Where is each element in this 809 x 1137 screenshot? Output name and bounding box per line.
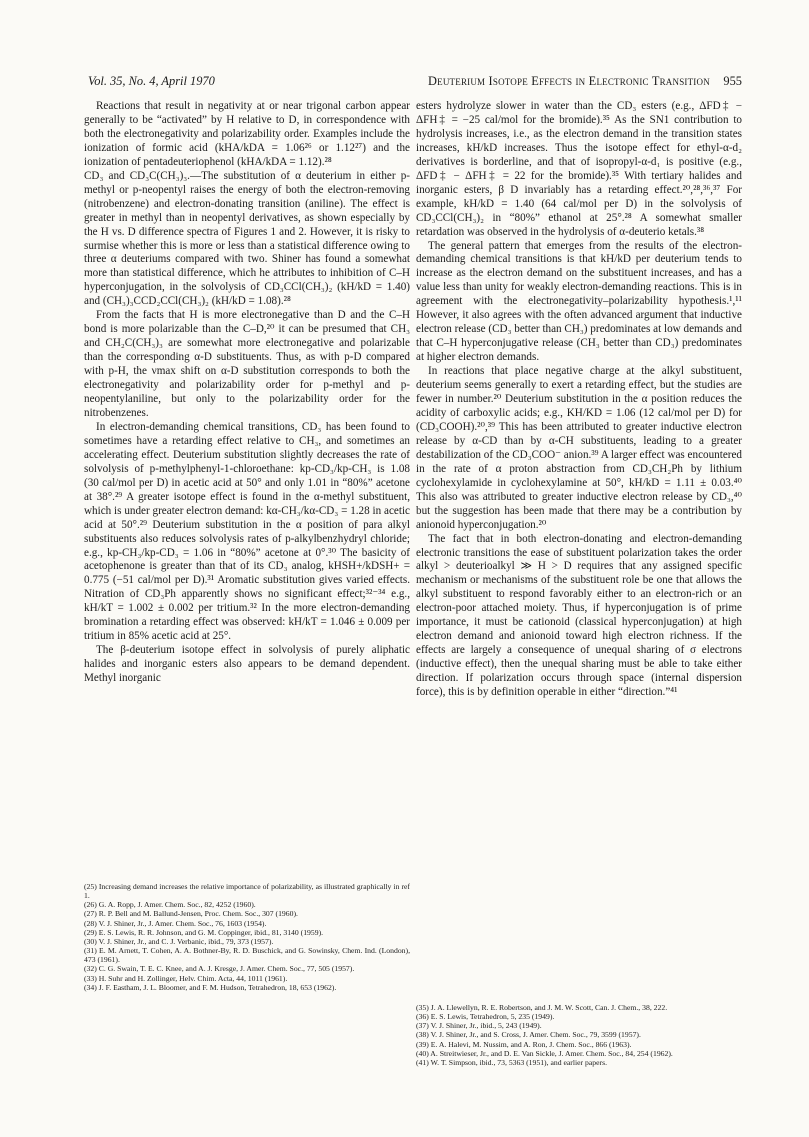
- footnote: (33) H. Suhr and H. Zollinger, Helv. Chim. Acta, 44, 1011 (1961).: [84, 973, 288, 983]
- footnote: (31) E. M. Arnett, T. Cohen, A. A. Bothner-By, R. D. Buschick, and G. Sowinsky, Chem. Ind. (London), 473 (1961).: [84, 946, 410, 965]
- paragraph: CD₃ and CD₃C(CH₃)₃.—The substitution of α deuterium in either p-methyl or p-neopentyl raises the energy of both the electron-removing (nitrobenzene) and electron-donating transition (aniline). The effect is greater in methyl than in neopentyl derivatives, as shown especially by the H vs. D difference spectra of Figures 1 and 2. However, it is risky to surmise whether this is more or less than a statistical difference owing to three α deuteriums compared with two. Shiner has found a somewhat more than statistical difference, which he attributes to inhibition of C–H hyperconjugation, in the solvolysis of CD₃CCl(CH₃)₂ (kH/kD = 1.40) and (CH₃)₃CCD₂CCl(CH₃)₂ (kH/kD = 1.08).²⁸: [84, 169, 410, 308]
- footnote: (29) E. S. Lewis, R. R. Johnson, and G. M. Coppinger, ibid., 81, 3140 (1959).: [84, 927, 324, 937]
- footnote: (26) G. A. Ropp, J. Amer. Chem. Soc., 82, 4252 (1960).: [84, 900, 256, 910]
- paragraph: In reactions that place negative charge at the alkyl substituent, deuterium seems generally to exert a retarding effect, but the studies are fewer in number.²⁰ Deuterium substitution in the α position reduces the acidity of carboxylic acids; e.g., KH/KD = 1.06 (12 cal/mol per D) for (CD₃COOH).²⁰,³⁹ This has been attributed to greater inductive electron release by α-CD than by α-CH substituents, leading to a greater destabilization of the CD₃COO⁻ anion.³⁹ A larger effect was encountered in the rate of α proton abstraction from CD₃CH₂Ph by lithium cyclohexylamide in cyclohexylamine at 50°, kH/kD = 1.11 ± 0.03.⁴⁰ This also was attributed to greater inductive electron release by CD₃,⁴⁰ but the suggestion has been made that there may be a contribution by anionoid hyperconjugation.²⁰: [416, 365, 742, 531]
- journal-citation: Vol. 35, No. 4, April 1970: [88, 74, 215, 88]
- paragraph: esters hydrolyze slower in water than the CD₃ esters (e.g., ΔFD‡ − ΔFH‡ = −25 cal/mol for the bromide).³⁵ As the SN1 contribution to hydrolysis increases, i.e., as the electron demand in the transition states increases, kH/kD increases. Thus the isotope effect for ethyl-α-d₂ derivatives is borderline, and that of isopropyl-α-d₁ is positive (e.g., ΔFD‡ − ΔFH‡ = 22 for the bromide).³⁵ With tertiary halides and inorganic esters, β D invariably has a retarding effect.²⁰,²⁸,³⁶,³⁷ For example, kH/kD = 1.40 (64 cal/mol per D) in the solvolysis of CD₃CCl(CH₃)₂ in “80%” ethanol at 25°.²⁸ A somewhat smaller retardation was observed in the hydrolysis of α-deuterio ketals.³⁸: [416, 100, 742, 238]
- running-title: Deuterium Isotope Effects in Electronic Transition: [428, 74, 710, 88]
- footnote: (39) E. A. Halevi, M. Nussim, and A. Ron, J. Chem. Soc., 866 (1963).: [416, 1039, 632, 1049]
- paragraph: In electron-demanding chemical transitions, CD₃ has been found to sometimes have a retarding effect relative to CH₃, and sometimes an accelerating effect. Deuterium substitution slightly decreases the rate of solvolysis of p-methylphenyl-1-chloroethane: kp-CD₃/kp-CH₃ is 1.08 (30 cal/mol per D) in acetic acid at 50° and only 1.01 in “80%” acetone at 38°.²⁹ A greater isotope effect is found in the α-methyl substituent, which is under greater electron demand: kα-CH₃/kα-CD₃ = 1.28 in acetic acid at 50°.²⁹ Deuterium substitution in the α position of para alkyl substituents also reduces solvolysis rates of p-alkylbenzhydryl chloride; e.g., kp-CH₃/kp-CD₃ = 1.06 in “80%” acetone at 0°.³⁰ The basicity of acetophenone is greater than that of its CD₃ analog, kHSH+/kDSH+ = 0.775 (−51 cal/mol per D).³¹ Aromatic substitution gives varied effects. Nitration of CD₃Ph apparently shows no significant effect;³²⁻³⁴ e.g., kH/kT = 1.002 ± 0.002 per tritium.³² In the more electron-demanding bromination a retarding effect was observed: kH/kT = 1.046 ± 0.009 per tritium in 85% acetic acid at 25°.: [84, 420, 410, 643]
- footnote: (38) V. J. Shiner, Jr., and S. Cross, J. Amer. Chem. Soc., 79, 3599 (1957).: [416, 1030, 641, 1040]
- paragraph: The β-deuterium isotope effect in solvolysis of purely aliphatic halides and inorganic esters also appears to be demand dependent. Methyl inorganic: [84, 644, 410, 685]
- footnote: (36) E. S. Lewis, Tetrahedron, 5, 235 (1949).: [416, 1012, 555, 1022]
- footnote: (41) W. T. Simpson, ibid., 73, 5363 (1951), and earlier papers.: [416, 1057, 608, 1067]
- right-column: [416, 100, 742, 700]
- footnote: (30) V. J. Shiner, Jr., and C. J. Verbanic, ibid., 79, 373 (1957).: [84, 936, 274, 946]
- footnote: (40) A. Streitwieser, Jr., and D. E. Van Sickle, J. Amer. Chem. Soc., 84, 254 (1962).: [416, 1048, 673, 1058]
- paragraph: The fact that in both electron-donating and electron-demanding electronic transitions the ease of substituent polarization takes the order alkyl > deuterioalkyl ≫ H > D requires that any assigned specific mechanism or mechanisms of the substituent role be one that allows the alkyl substituent to respond favorably either to an electron-rich or an electron-poor attached moiety. Thus, if hyperconjugation is of prime importance, it must be cationoid (classical hyperconjugation) at high electron demand and anionoid toward high electron richness. If the effects are largely a consequence of unequal sharing of σ electrons (inductive effect), then the unequal sharing must be able to take either direction. If polarization occurs through space (internal dispersion force), this is by definition operable in either “direction.”⁴¹: [416, 532, 742, 699]
- paragraph: The general pattern that emerges from the results of the electron-demanding chemical transitions is that kH/kD per deuterium tends to increase as the electron demand on the substituent increases, and has a value less than unity for weakly electron-demanding reactions. This is in agreement with the electronegativity–polarizability hypothesis.¹,¹¹ However, it also agrees with the often advanced argument that inductive electron release (CD₃ better than CH₃) predominates at low demands and that C–H hyperconjugative release (CH₃ better than CD₃) predominates at higher electron demands.: [416, 239, 742, 364]
- footnote: (32) C. G. Swain, T. E. C. Knee, and A. J. Kresge, J. Amer. Chem. Soc., 77, 505 (1957).: [84, 964, 355, 974]
- footnotes-left: [84, 882, 410, 992]
- footnotes-right: [416, 1003, 742, 1067]
- left-column: [84, 100, 410, 686]
- footnote: (35) J. A. Llewellyn, R. E. Robertson, and J. M. W. Scott, Can. J. Chem., 38, 222.: [416, 1003, 668, 1012]
- paragraph: From the facts that H is more electronegative than D and the C–H bond is more polarizable than the C–D,²⁰ it can be presumed that CH₃ and CH₂C(CH₃)₃ are somewhat more electronegative and polarizable than the corresponding α-D substituents. Thus, as with p-D compared with p-H, the νmax shift on α-D substitution corresponds to both the electronegativity and polarizability order for p-methyl and p-neopentylaniline, but only to the polarizability order for the nitrobenzenes.: [84, 309, 410, 419]
- running-header: [88, 74, 742, 92]
- footnote: (37) V. J. Shiner, Jr., ibid., 5, 243 (1949).: [416, 1021, 542, 1031]
- footnote: (27) R. P. Bell and M. Ballund-Jensen, Proc. Chem. Soc., 307 (1960).: [84, 909, 298, 919]
- footnote: (25) Increasing demand increases the relative importance of polarizability, as illustrated graphically in ref 1.: [84, 882, 410, 901]
- paragraph: Reactions that result in negativity at or near trigonal carbon appear generally to be “activated” by H relative to D, in correspondence with both the electronegativity and polarizability order. Examples include the ionization of formic acid (kHA/kDA = 1.06²⁶ or 1.12²⁷) and the ionization of pentadeuteriophenol (kHA/kDA = 1.12).²⁸: [84, 100, 410, 168]
- footnote: (34) J. F. Eastham, J. L. Bloomer, and F. M. Hudson, Tetrahedron, 18, 653 (1962).: [84, 982, 337, 992]
- footnote: (28) V. J. Shiner, Jr., J. Amer. Chem. Soc., 76, 1603 (1954).: [84, 918, 267, 928]
- page-number: 955: [723, 74, 742, 88]
